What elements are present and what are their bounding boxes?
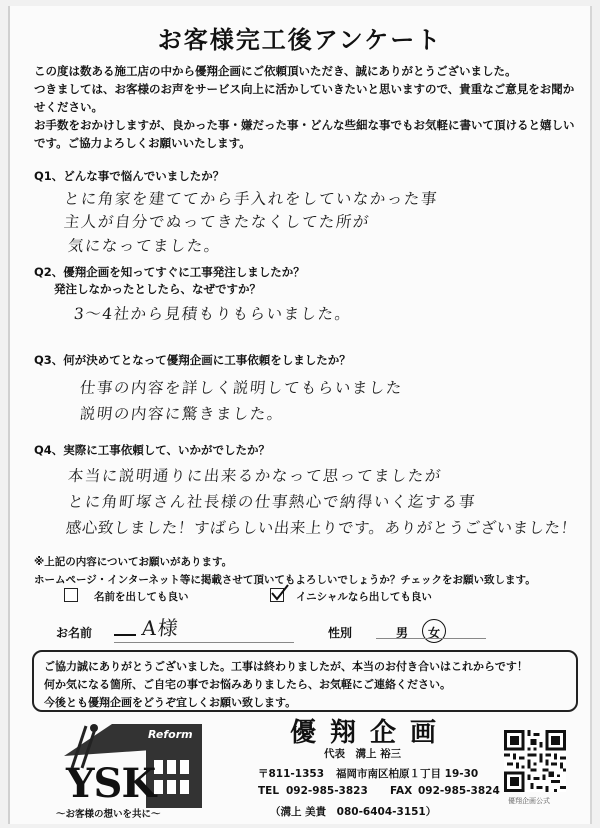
name-underline xyxy=(114,642,294,643)
company-name: 優翔企画 xyxy=(290,718,451,748)
message-line-3: 今後とも優翔企画をどうぞ宜しくお願い致します。 xyxy=(44,696,297,709)
intro-paragraph-2: つきましては、お客様のお声をサービス向上に活かしていきたいと思いますので、貴重なご意見をお聞かせください。 xyxy=(34,82,575,114)
answer-1-line-2: 主人が自分でぬってきたなくしてた所が xyxy=(62,213,371,231)
question-4-label: Q4、実際に工事依頼して、いかがでしたか？ xyxy=(34,443,271,457)
answer-4-line-1: 本当に説明通りに出来るかなって思ってましたが xyxy=(66,467,443,485)
company-logo xyxy=(42,716,222,820)
postal-code: 〒811-1353 xyxy=(258,768,324,780)
fax-label: FAX xyxy=(390,785,413,797)
page-title: お客様完工後アンケート xyxy=(157,25,443,54)
answer-1-line-3: 気になってました。 xyxy=(66,237,222,255)
question-3-label: Q3、何が決めてとなって優翔企画に工事依頼をしましたか？ xyxy=(34,353,351,367)
tel-label: TEL xyxy=(258,785,280,797)
gender-female[interactable]: 女 xyxy=(428,626,441,640)
answer-2-line-1: 3～4社から見積もりもらいました。 xyxy=(72,305,353,323)
answer-4-line-2: とに角町塚さん社長様の仕事熱心で納得いく迄する事 xyxy=(66,493,477,511)
answer-4-line-3: 感心致しました！すばらしい出来上りです。ありがとうございました！ xyxy=(64,519,578,537)
gender-underline xyxy=(376,638,486,639)
checkbox-show-name-label: 名前を出しても良い xyxy=(94,591,189,603)
qr-code-icon[interactable] xyxy=(504,730,566,792)
check-mark-icon xyxy=(270,584,290,602)
message-line-2: 何か気になる箇所、ご自宅の事でお悩みありましたら、お気軽にご連絡ください。 xyxy=(44,678,451,691)
gender-male[interactable]: 男 xyxy=(396,626,409,640)
intro-paragraph-3: お手数をおかけしますが、良かった事・嫌だった事・どんな些細な事でもお気軽に書いて頂けると嬉しいです。ご協力よろしくお願いいたします。 xyxy=(34,118,575,150)
slogan: ～お客様の想いを共に～ xyxy=(56,809,161,820)
notice-line-2: ホームページ・インターネット等に掲載させて頂いてもよろしいでしょうか？チェックをお願い致します。 xyxy=(34,574,536,586)
name-value: A様 xyxy=(140,616,181,640)
intro-paragraph-1: この度は数ある施工店の中から優翔企画にご依頼頂いただき、誠にありがとうございました。 xyxy=(34,64,517,78)
logo-text: YSK xyxy=(66,760,156,807)
qr-caption: 優翔企画公式 xyxy=(508,797,550,805)
checkbox-initials-only-label: イニシャルなら出しても良い xyxy=(296,591,432,603)
answer-1-line-1: とに角家を建ててから手入れをしていなかった事 xyxy=(62,190,439,208)
gender-label: 性別 xyxy=(328,626,353,640)
fax-number: 092-985-3824 xyxy=(418,785,500,797)
answer-3-line-1: 仕事の内容を詳しく説明してもらいました xyxy=(78,379,404,397)
representative: 代表 溝上 裕三 xyxy=(324,748,402,760)
message-line-1: ご協力誠にありがとうございました。工事は終わりましたが、本当のお付き合いはこれからです！ xyxy=(44,660,528,673)
notice-line-1: ※上記の内容についてお願いがあります。 xyxy=(34,556,233,568)
contact-info: （溝上 美貴 080-6404-3151） xyxy=(270,806,437,818)
question-1-label: Q1、どんな事で悩んでいましたか？ xyxy=(34,169,225,183)
question-2-sublabel: 発注しなかったとしたら、なぜですか？ xyxy=(54,282,261,296)
answer-3-line-2: 説明の内容に驚きました。 xyxy=(78,405,285,423)
name-label: お名前 xyxy=(56,626,93,640)
tel-number[interactable]: 092-985-3823 xyxy=(286,785,368,797)
survey-sheet xyxy=(8,6,592,824)
name-dash xyxy=(114,634,136,636)
checkbox-initials-only[interactable] xyxy=(270,588,284,602)
logo-sub: Reform xyxy=(148,728,193,741)
checkbox-show-name[interactable] xyxy=(64,588,78,602)
address: 福岡市南区柏原１丁目 19-30 xyxy=(336,768,479,780)
qr-pattern xyxy=(504,730,566,792)
question-2-label: Q2、優翔企画を知ってすぐに工事発注しましたか？ xyxy=(34,265,305,279)
